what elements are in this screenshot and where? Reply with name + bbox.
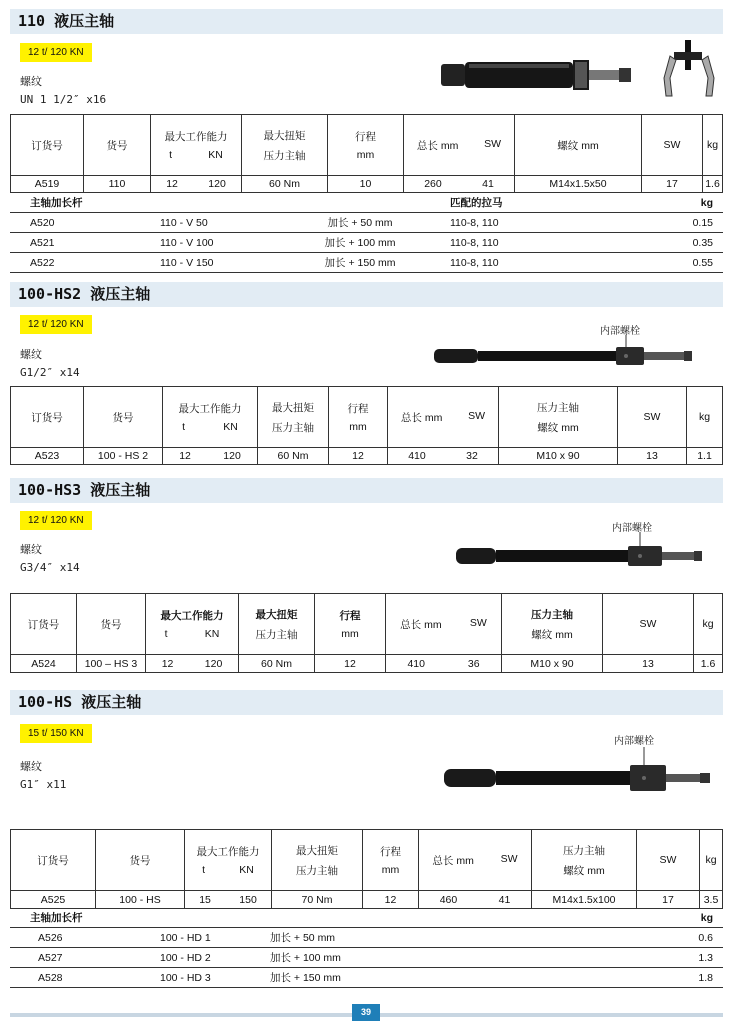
unit-kn: KN <box>223 421 238 433</box>
extension-header <box>10 908 723 928</box>
col-kg: kg <box>700 830 723 891</box>
unit-kn: KN <box>239 864 254 876</box>
unit-t: t <box>169 149 173 161</box>
ext-item: 110 - V 150 <box>160 253 270 273</box>
cell-torque: 60 Nm <box>258 448 329 465</box>
ext-item: 110 - V 50 <box>160 213 270 233</box>
section-title: 100-HS3 液压主轴 <box>18 481 151 499</box>
table-row <box>11 176 723 193</box>
cell-stroke: 10 <box>328 176 404 193</box>
capacity-label: 最大工作能力 <box>160 610 224 622</box>
cell-stroke: 12 <box>363 891 419 909</box>
col-sw: SW <box>618 387 687 448</box>
spec-table <box>10 829 723 909</box>
cell-sw2: 13 <box>603 655 694 673</box>
col-sw: SW <box>603 594 694 655</box>
spec-table <box>10 386 723 465</box>
stroke-label: 行程 <box>380 846 401 858</box>
length-label: 总长 mm <box>400 411 443 424</box>
torque-label-2: 压力主轴 <box>263 149 306 162</box>
cell-length: 260 <box>424 178 442 190</box>
col-capacity <box>151 115 242 176</box>
col-stroke <box>363 830 419 891</box>
ext-order: A526 <box>10 928 160 948</box>
table-row <box>11 891 723 909</box>
ext-title: 主轴加长杆 <box>10 908 160 928</box>
col-item: 货号 <box>77 594 146 655</box>
length-label: 总长 mm <box>432 854 474 867</box>
ext-item: 100 - HD 3 <box>160 968 270 988</box>
section-title: 100-HS2 液压主轴 <box>18 285 151 303</box>
cell-sw: 41 <box>482 178 494 190</box>
ext-desc: 加长 + 150 mm <box>270 253 450 273</box>
ext-kg: 0.15 <box>623 213 723 233</box>
ext-fit: 110-8, 110 <box>450 213 623 233</box>
cell-length: 460 <box>439 893 458 906</box>
ext-kg: 1.8 <box>450 968 723 988</box>
thread-value: G3/4″ x14 <box>20 561 80 574</box>
thread-label-2: 螺纹 mm <box>531 628 573 641</box>
cell-thread: M14x1.5x50 <box>515 176 642 193</box>
col-length <box>404 115 515 176</box>
sw-label: SW <box>484 137 502 150</box>
thread-label-1: 压力主轴 <box>531 608 573 621</box>
thread-label: 螺纹 <box>20 348 42 361</box>
cell-kn: 120 <box>204 657 223 670</box>
cell-kg: 3.5 <box>700 891 723 909</box>
ext-kg: 0.35 <box>623 233 723 253</box>
col-kg: kg <box>694 594 723 655</box>
thread-label: 螺纹 <box>20 760 42 773</box>
table-row <box>10 968 723 988</box>
ext-kg-label: kg <box>623 193 723 213</box>
col-thread: 螺纹 mm <box>515 115 642 176</box>
col-sw: SW <box>642 115 703 176</box>
thread-value: UN 1 1/2″ x16 <box>20 93 107 106</box>
cell-kn: 120 <box>208 178 226 190</box>
cell-length: 410 <box>407 657 425 670</box>
ext-desc: 加长 + 100 mm <box>270 233 450 253</box>
cell-kn: 150 <box>239 893 257 906</box>
col-capacity <box>185 830 272 891</box>
table-row <box>11 448 723 465</box>
sw-label: SW <box>500 852 518 865</box>
torque-label-2: 压力主轴 <box>296 864 338 877</box>
col-kg: kg <box>703 115 723 176</box>
hydraulic-spindle-image <box>435 50 635 100</box>
cell-length: 410 <box>408 450 426 462</box>
capacity-badge: 12 t/ 120 KN <box>20 315 92 334</box>
cell-t: 15 <box>199 893 211 906</box>
col-order: 订货号 <box>11 594 77 655</box>
cell-torque: 60 Nm <box>239 655 315 673</box>
ext-order: A522 <box>10 253 160 273</box>
internal-bolt-label: 内部螺栓 <box>614 736 654 747</box>
ext-order: A521 <box>10 233 160 253</box>
sw-label: SW <box>469 616 487 629</box>
cell-item: 100 - HS 2 <box>84 448 163 465</box>
spec-table <box>10 114 723 193</box>
thread-label-1: 压力主轴 <box>537 401 579 414</box>
col-torque <box>239 594 315 655</box>
capacity-label: 最大工作能力 <box>164 131 228 143</box>
extension-table <box>10 908 723 988</box>
cell-sw: 41 <box>498 893 511 906</box>
ext-kg: 1.3 <box>450 948 723 968</box>
col-stroke <box>328 115 404 176</box>
col-torque <box>272 830 363 891</box>
stroke-unit: mm <box>356 149 375 161</box>
cell-t: 12 <box>179 450 191 462</box>
cell-item: 110 <box>84 176 151 193</box>
cell-item: 100 - HS <box>96 891 185 909</box>
torque-label: 最大扭矩 <box>255 608 298 621</box>
table-row <box>10 253 723 273</box>
ext-fit-label: 匹配的拉马 <box>450 193 623 213</box>
stroke-unit: mm <box>381 864 400 876</box>
cell-sw2: 17 <box>637 891 700 909</box>
stroke-label: 行程 <box>339 610 361 622</box>
spindle-image <box>452 532 712 576</box>
thread-label-1: 压力主轴 <box>563 844 605 857</box>
unit-t: t <box>202 864 206 876</box>
stroke-label: 行程 <box>347 403 369 415</box>
col-length <box>419 830 532 891</box>
unit-t: t <box>182 421 186 433</box>
spindle-image <box>430 335 700 375</box>
ext-order: A527 <box>10 948 160 968</box>
table-row <box>10 948 723 968</box>
col-stroke <box>329 387 388 448</box>
length-label: 总长 mm <box>400 618 442 631</box>
cell-t: 12 <box>161 657 174 670</box>
capacity-label: 最大工作能力 <box>196 846 260 858</box>
ext-item: 100 - HD 1 <box>160 928 270 948</box>
col-torque <box>242 115 328 176</box>
torque-label-2: 压力主轴 <box>255 628 298 641</box>
thread-label-2: 螺纹 mm <box>563 864 605 877</box>
ext-order: A528 <box>10 968 160 988</box>
cell-thread: M14x1.5x100 <box>532 891 637 909</box>
cell-torque: 60 Nm <box>242 176 328 193</box>
cell-sw2: 13 <box>618 448 687 465</box>
ext-title: 主轴加长杆 <box>10 193 160 213</box>
stroke-unit: mm <box>349 421 367 433</box>
cell-order: A523 <box>11 448 84 465</box>
col-order: 订货号 <box>11 830 96 891</box>
cell-t: 12 <box>166 178 178 190</box>
ext-kg: 0.55 <box>623 253 723 273</box>
stroke-unit: mm <box>341 628 359 640</box>
cell-order: A525 <box>11 891 96 909</box>
thread-label-2: 螺纹 mm <box>537 421 579 434</box>
cell-kn: 120 <box>223 450 241 462</box>
col-capacity <box>146 594 239 655</box>
stroke-label: 行程 <box>355 131 376 143</box>
col-thread <box>532 830 637 891</box>
ext-desc: 加长 + 100 mm <box>270 948 450 968</box>
cell-item: 100 – HS 3 <box>77 655 146 673</box>
ext-fit: 110-8, 110 <box>450 253 623 273</box>
section-header-bar <box>10 9 723 34</box>
col-order: 订货号 <box>11 115 84 176</box>
ext-desc: 加长 + 50 mm <box>270 213 450 233</box>
capacity-badge: 12 t/ 120 KN <box>20 43 92 62</box>
cell-kg: 1.6 <box>703 176 723 193</box>
capacity-label: 最大工作能力 <box>178 403 242 415</box>
torque-label-2: 压力主轴 <box>272 421 314 434</box>
section-title: 110 液压主轴 <box>18 12 115 30</box>
ext-kg-label: kg <box>450 908 723 928</box>
cell-sw2: 17 <box>642 176 703 193</box>
col-sw: SW <box>637 830 700 891</box>
cell-torque: 70 Nm <box>272 891 363 909</box>
internal-bolt-label: 内部螺栓 <box>600 326 640 337</box>
table-row <box>10 213 723 233</box>
thread-label: 螺纹 <box>20 543 42 556</box>
length-label: 总长 mm <box>416 139 459 152</box>
cell-order: A524 <box>11 655 77 673</box>
torque-label: 最大扭矩 <box>272 401 314 414</box>
spindle-image <box>440 747 720 799</box>
internal-bolt-label: 内部螺栓 <box>612 523 652 534</box>
torque-label: 最大扭矩 <box>296 844 338 857</box>
thread-value: G1/2″ x14 <box>20 366 80 379</box>
capacity-badge: 15 t/ 150 KN <box>20 724 92 743</box>
thread-value: G1″ x11 <box>20 778 67 791</box>
spec-table <box>10 593 723 673</box>
col-thread <box>502 594 603 655</box>
cell-stroke: 12 <box>329 448 388 465</box>
unit-kn: KN <box>208 149 223 161</box>
page-number: 39 <box>352 1004 380 1021</box>
col-order: 订货号 <box>11 387 84 448</box>
col-capacity <box>163 387 258 448</box>
thread-label: 螺纹 <box>20 75 42 88</box>
unit-t: t <box>164 628 168 640</box>
extension-header <box>10 193 723 213</box>
col-length <box>386 594 502 655</box>
table-row <box>11 655 723 673</box>
ext-desc: 加长 + 50 mm <box>270 928 450 948</box>
table-row <box>10 233 723 253</box>
cell-kg: 1.6 <box>694 655 723 673</box>
table-row <box>10 928 723 948</box>
ext-fit: 110-8, 110 <box>450 233 623 253</box>
col-stroke <box>315 594 386 655</box>
cell-thread: M10 x 90 <box>502 655 603 673</box>
col-length <box>388 387 499 448</box>
ext-order: A520 <box>10 213 160 233</box>
col-thread <box>499 387 618 448</box>
cell-order: A519 <box>11 176 84 193</box>
puller-image <box>660 38 720 100</box>
col-kg: kg <box>687 387 723 448</box>
cell-stroke: 12 <box>315 655 386 673</box>
cell-thread: M10 x 90 <box>499 448 618 465</box>
ext-item: 100 - HD 2 <box>160 948 270 968</box>
col-item: 货号 <box>84 115 151 176</box>
ext-kg: 0.6 <box>450 928 723 948</box>
unit-kn: KN <box>204 628 220 640</box>
torque-label: 最大扭矩 <box>263 129 306 142</box>
cell-kg: 1.1 <box>687 448 723 465</box>
col-torque <box>258 387 329 448</box>
extension-table <box>10 193 723 273</box>
ext-desc: 加长 + 150 mm <box>270 968 450 988</box>
col-item: 货号 <box>84 387 163 448</box>
capacity-badge: 12 t/ 120 KN <box>20 511 92 530</box>
sw-label: SW <box>468 409 486 422</box>
cell-sw: 36 <box>467 657 480 670</box>
col-item: 货号 <box>96 830 185 891</box>
ext-item: 110 - V 100 <box>160 233 270 253</box>
section-title: 100-HS 液压主轴 <box>18 693 142 711</box>
cell-sw: 32 <box>466 450 478 462</box>
